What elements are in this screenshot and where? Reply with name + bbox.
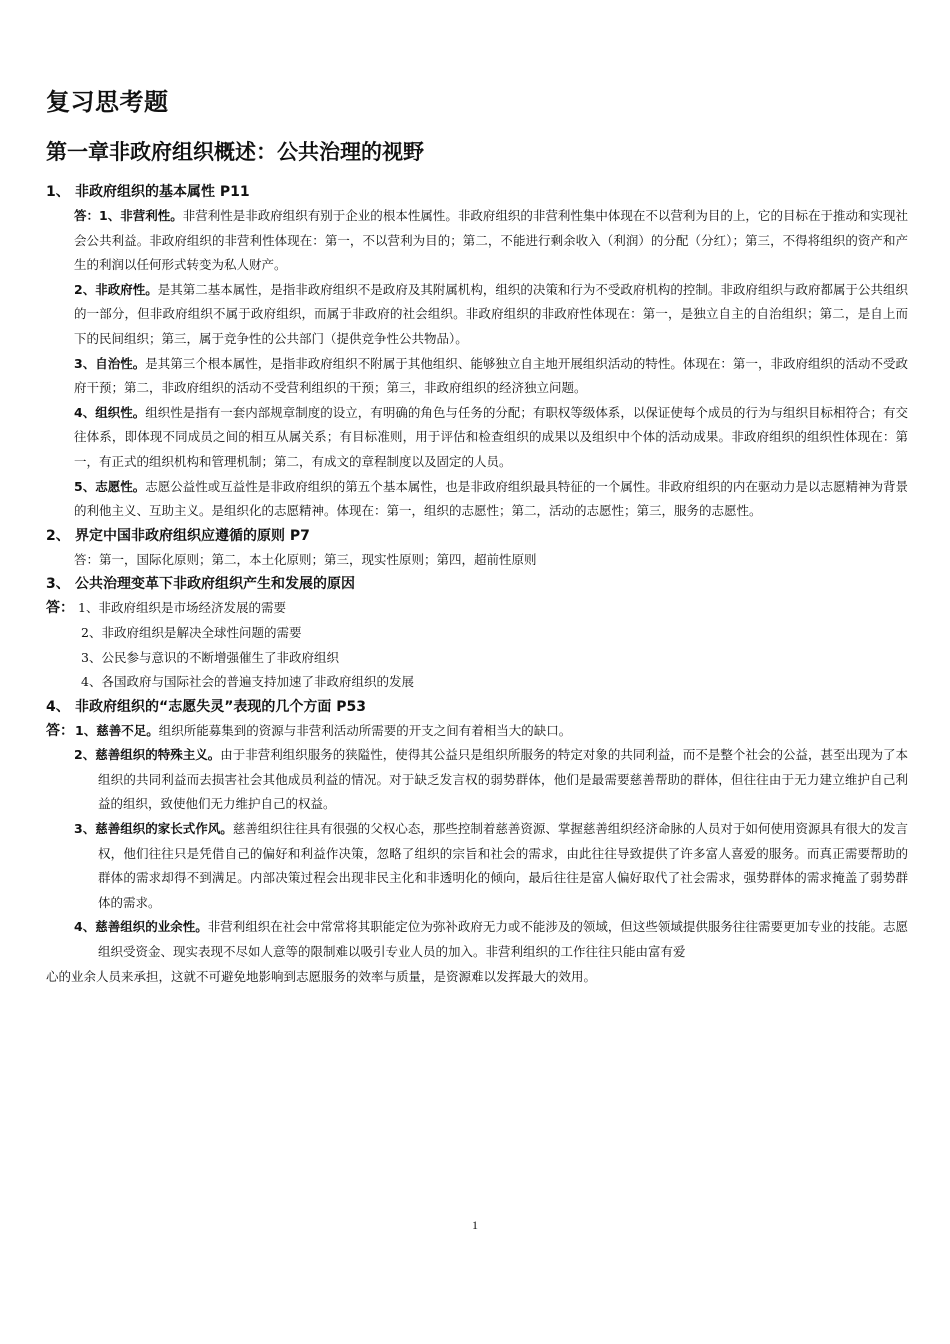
question-number: 1、	[46, 184, 70, 200]
answer-item-label: 4、组织性。	[74, 404, 146, 420]
answer-list	[46, 596, 908, 694]
answer-lead: 答：	[74, 208, 100, 223]
question-text: 界定中国非政府组织应遵循的原则 P7	[75, 527, 310, 544]
answer-item	[46, 817, 908, 915]
question-2-heading	[46, 524, 908, 548]
question-text: 非政府组织的基本属性 P11	[75, 184, 250, 200]
question-4-heading	[46, 695, 908, 719]
answer-item-text: 是其第二基本属性，是指非政府组织不是政府及其附属机构，组织的决策和行为不受政府机构的控制。非政府组织与政府都属于公共组织的一部分，但非政府组织不属于政府组织，而属于非政府的社会组织。非政府组织的非政府性体现在：第一，是独立自主的自治组织；第二，是自上而下的民间组织；第三，属于竞争性的公共部门（提供竞争性公共物品）。	[74, 281, 908, 346]
question-1-heading	[46, 180, 908, 204]
answer-paragraph-1	[46, 204, 908, 278]
answer-item-text: 组织所能募集到的资源与非营利活动所需要的开支之间有着相当大的缺口。	[158, 722, 572, 738]
page-number: 1	[472, 1218, 478, 1232]
answer-paragraph-5	[46, 475, 908, 524]
answer-item-label: 4、慈善组织的业余性。	[74, 919, 208, 935]
list-item: 2、非政府组织是解决全球性问题的需要	[81, 624, 302, 640]
answer-item-continuation: 心的业余人员来承担，这就不可避免地影响到志愿服务的效率与质量，是资源难以发挥最大的效用。	[46, 968, 597, 984]
answer-paragraph-3	[46, 352, 908, 401]
answer-paragraph-2	[46, 278, 908, 352]
question-number: 2、	[46, 527, 70, 544]
answer-paragraph: 答：第一，国际化原则；第二，本土化原则；第三，现实性原则；第四，超前性原则	[74, 551, 537, 567]
answer-item-label: 1、慈善不足。	[75, 722, 159, 738]
answer-item	[46, 915, 908, 964]
question-text: 非政府组织的“志愿失灵”表现的几个方面 P53	[75, 698, 367, 715]
answer-list	[46, 719, 908, 744]
answer-item-label: 3、慈善组织的家长式作风。	[74, 821, 233, 837]
answer-paragraph-4	[46, 401, 908, 475]
answer-item-text: 非营利组织在社会中常常将其职能定位为弥补政府无力或不能涉及的领域，但这些领域提供服务往往需要更加专业的技能。志愿组织受资金、现实表现不尽如人意等的限制难以吸引专业人员的加入。非营利组织的工作往往只能由富有爱	[98, 919, 908, 960]
answer-item-text: 组织性是指有一套内部规章制度的设立，有明确的角色与任务的分配；有职权等级体系，以保证使每个成员的行为与组织目标相符合；有交往体系，即体现不同成员之间的相互从属关系；有目标准则，用于评估和检查组织的成果以及组织中个体的活动成果。非政府组织的组织性体现在：第一，有正式的组织机构和管理机制；第二，有成文的章程制度以及固定的人员。	[74, 404, 908, 469]
answer-item-text: 非营利性是非政府组织有别于企业的根本性属性。非政府组织的非营利性集中体现在不以营利为目的上，它的目标在于推动和实现社会公共利益。非政府组织的非营利性体现在：第一，不以营利为目的；第二，不能进行剩余收入（利润）的分配（分红）；第三，不得将组织的资产和产生的利润以任何形式转变为私人财产。	[74, 208, 908, 273]
answer-lead: 答：	[46, 600, 74, 617]
document-title: 复习思考题	[46, 88, 169, 116]
answer-item	[46, 743, 908, 817]
question-text: 公共治理变革下非政府组织产生和发展的原因	[75, 576, 355, 593]
chapter-title: 第一章非政府组织概述：公共治理的视野	[46, 140, 424, 164]
answer-item-label: 2、慈善组织的特殊主义。	[74, 747, 221, 763]
list-item: 4、各国政府与国际社会的普遍支持加速了非政府组织的发展	[81, 674, 414, 690]
answer-item-text: 志愿公益性或互益性是非政府组织的第五个基本属性，也是非政府组织最具特征的一个属性。非政府组织的内在驱动力是以志愿精神为背景的利他主义、互助主义。是组织化的志愿精神。体现在：第一，组织的志愿性；第二，活动的志愿性；第三，服务的志愿性。	[74, 478, 908, 519]
question-number: 4、	[46, 698, 70, 715]
answer-item-label: 3、自治性。	[74, 355, 146, 371]
question-3-heading	[46, 572, 908, 596]
list-item: 1、非政府组织是市场经济发展的需要	[78, 600, 286, 616]
answer-item	[75, 719, 908, 744]
list-item: 3、公民参与意识的不断增强催生了非政府组织	[81, 649, 339, 665]
answer-item-text: 是其第三个根本属性，是指非政府组织不附属于其他组织、能够独立自主地开展组织活动的特性。体现在：第一，非政府组织的活动不受政府干预；第二，非政府组织的活动不受营利组织的干预；第三，非政府组织的经济独立问题。	[74, 355, 908, 396]
answer-item-label: 2、非政府性。	[74, 281, 158, 297]
document-body	[46, 180, 908, 989]
answer-item-label: 1、非营利性。	[99, 208, 183, 223]
answer-item-text: 由于非营利组织服务的狭隘性，使得其公益只是组织所服务的特定对象的共同利益，而不是整个社会的公益，甚至出现为了本组织的共同利益而去损害社会其他成员利益的情况。对于缺乏发言权的弱势群体，他们是最需要慈善帮助的群体，但往往由于无力建立维护自己利益的组织，致使他们无力维护自己的权益。	[98, 747, 908, 812]
answer-items	[75, 719, 908, 744]
question-number: 3、	[46, 576, 70, 593]
answer-items	[78, 596, 908, 694]
answer-item-label: 5、志愿性。	[74, 478, 146, 494]
answer-item-text: 慈善组织往往具有很强的父权心态，那些控制着慈善资源、掌握慈善组织经济命脉的人员对于如何使用资源具有很大的发言权，他们往往只是凭借自己的偏好和利益作决策，忽略了组织的宗旨和社会的需求，由此往往导致提供了许多富人喜爱的服务。而真正需要帮助的群体的需求却得不到满足。内部决策过程会出现非民主化和非透明化的倾向，最后往往是富人偏好取代了社会需求，强势群体的需求掩盖了弱势群体的需求。	[98, 821, 908, 910]
answer-lead: 答：	[46, 722, 74, 739]
